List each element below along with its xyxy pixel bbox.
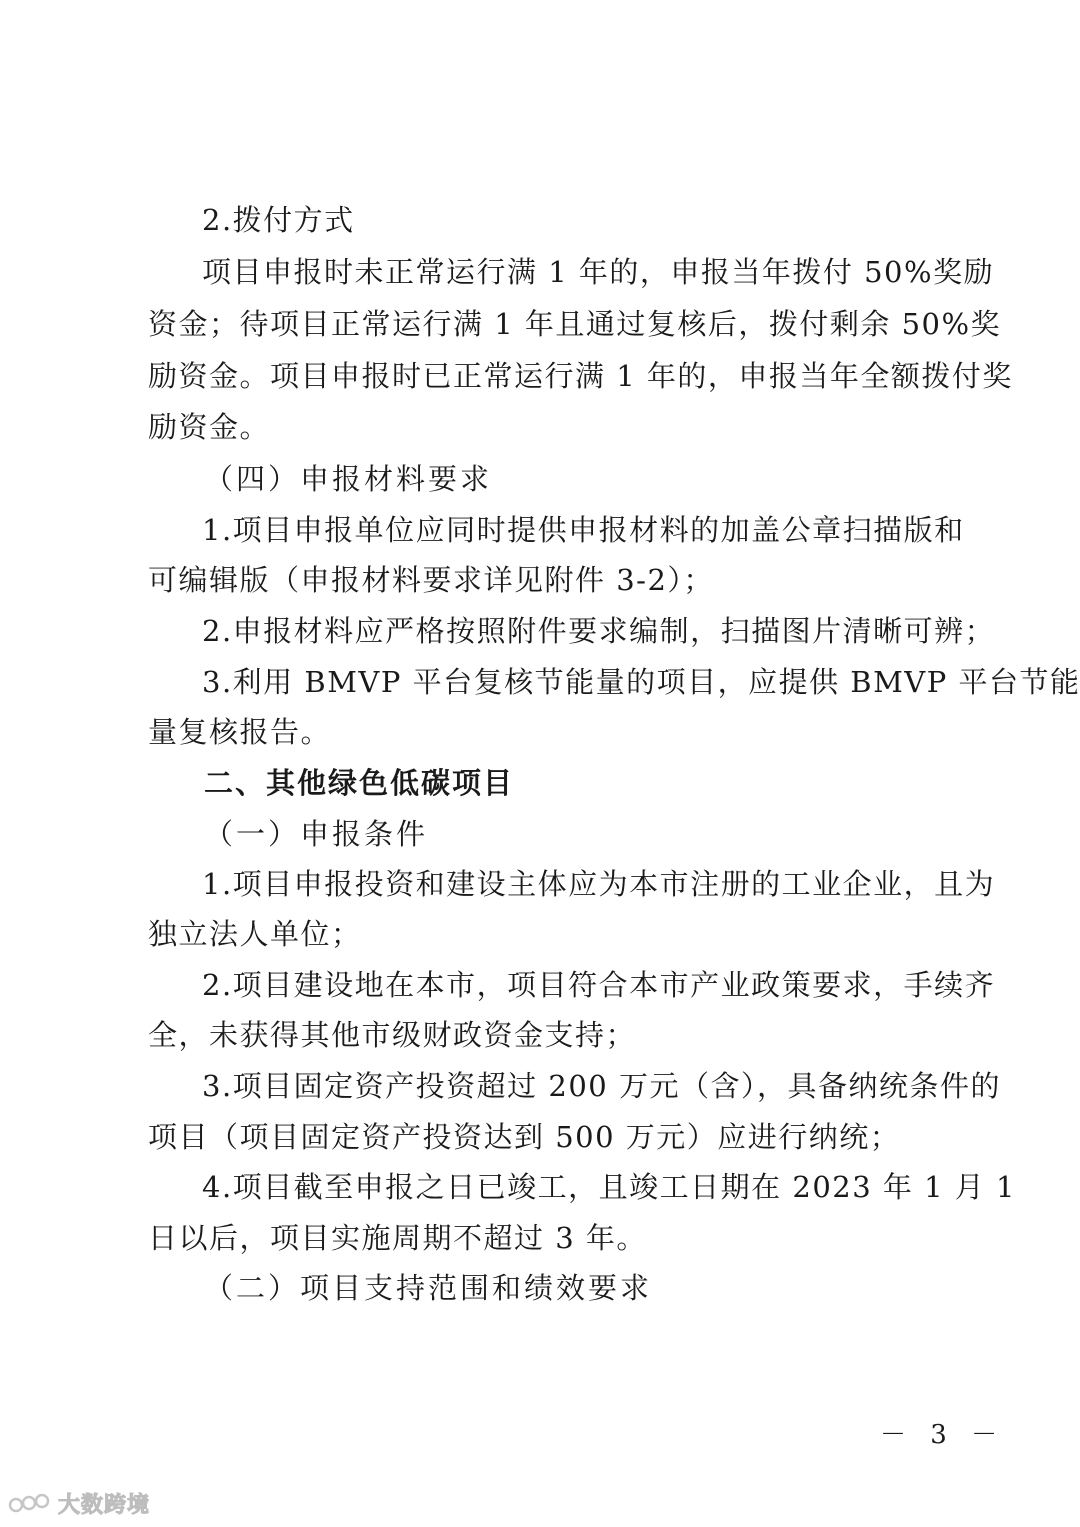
watermark: [8, 1488, 150, 1518]
section-heading-conditions: （一）申报条件: [204, 817, 429, 851]
paragraph-line: 日以后，项目实施周期不超过 3 年。: [148, 1221, 647, 1255]
paragraph-line: 4.项目截至申报之日已竣工，且竣工日期在 2023 年 1 月 1: [202, 1170, 1016, 1204]
paragraph-line: 2.申报材料应严格按照附件要求编制，扫描图片清晰可辨；: [202, 614, 996, 648]
payment-method-heading: 2.拨付方式: [202, 203, 355, 237]
paragraph-line: 1.项目申报单位应同时提供申报材料的加盖公章扫描版和: [202, 513, 965, 547]
paragraph-line: 励资金。项目申报时已正常运行满 1 年的，申报当年全额拨付奖: [148, 359, 1013, 393]
section-heading-materials: （四）申报材料要求: [204, 462, 493, 496]
paragraph-line: 1.项目申报投资和建设主体应为本市注册的工业企业，且为: [202, 867, 996, 901]
paragraph-line: 全，未获得其他市级财政资金支持；: [148, 1018, 637, 1052]
paragraph-line: 3.利用 BMVP 平台复核节能量的项目，应提供 BMVP 平台节能: [202, 665, 1080, 699]
brand-logo-icon: [8, 1491, 52, 1515]
paragraph-line: 独立法人单位；: [148, 917, 362, 951]
paragraph-line: 可编辑版（申报材料要求详见附件 3-2）；: [148, 563, 714, 597]
paragraph-line: 项目（项目固定资产投资达到 500 万元）应进行纳统；: [148, 1120, 901, 1154]
watermark-text: 大数跨境: [58, 1492, 151, 1518]
paragraph-line: 励资金。: [148, 410, 271, 444]
section-heading-other-projects: 二、其他绿色低碳项目: [204, 766, 515, 800]
paragraph-line: 量复核报告。: [148, 715, 332, 749]
paragraph-line: 资金；待项目正常运行满 1 年且通过复核后，拨付剩余 50%奖: [148, 307, 1002, 341]
page-number: － 3 －: [880, 1420, 1006, 1450]
paragraph-line: 3.项目固定资产投资超过 200 万元（含），具备纳统条件的: [202, 1069, 1001, 1103]
paragraph-line: 2.项目建设地在本市，项目符合本市产业政策要求，手续齐: [202, 968, 996, 1002]
paragraph-line: 项目申报时未正常运行满 1 年的，申报当年拨付 50%奖励: [202, 255, 995, 289]
section-heading-scope: （二）项目支持范围和绩效要求: [204, 1271, 653, 1305]
